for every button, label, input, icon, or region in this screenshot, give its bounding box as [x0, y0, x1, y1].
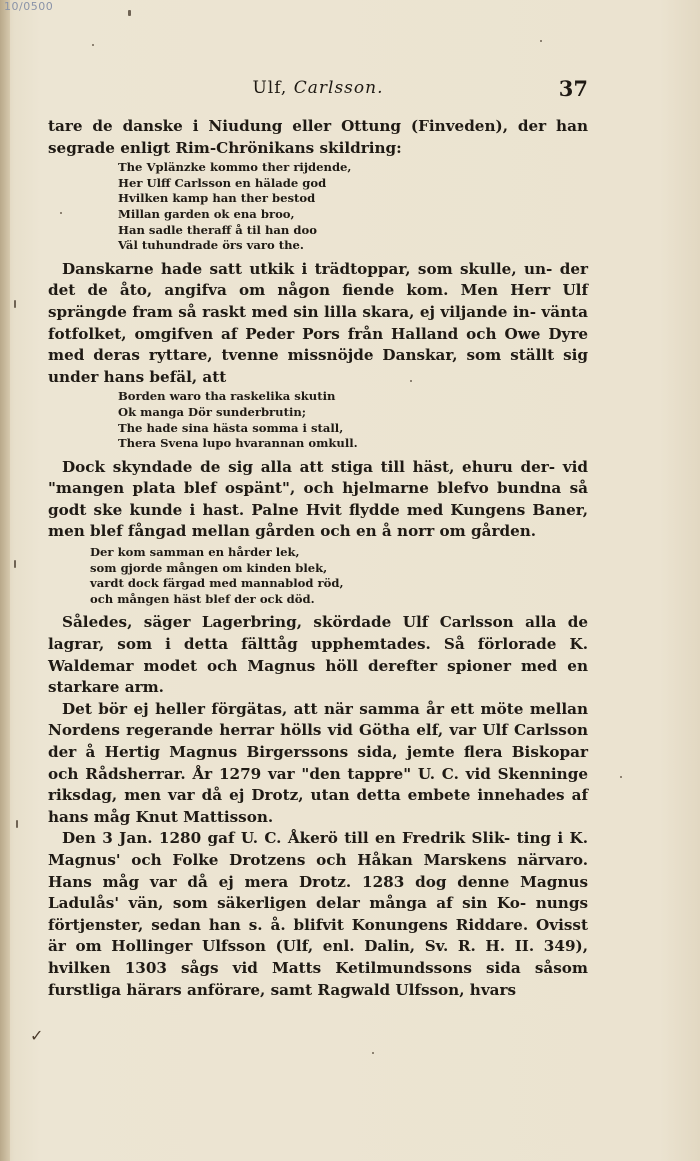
verse-line: Hvilken kamp han ther bestod: [118, 191, 316, 206]
text-line: flera Biskopar och Rådsherrar. År 1279 var "den tappre": [48, 743, 588, 783]
header-title-surname: Carlsson.: [293, 78, 384, 98]
text-line: lagrar, som i detta fälttåg upphemtades. Så förlorade K.: [48, 635, 588, 654]
verse-line: Borden waro tha raskelika skutin: [118, 389, 336, 404]
text-line: starkare arm.: [48, 678, 164, 697]
text-line: Owe Dyre med deras ryttare, tvenne missnöjde Danskar, som: [48, 324, 588, 365]
text-line: Ulf Carlsson der å Hertig Magnus Birgerssons sida, jemte: [48, 721, 588, 761]
text-line: ställt sig under hans befäl, att: [48, 346, 589, 386]
text-line: Baner, men blef fångad mellan gården och en å norr om: [48, 500, 588, 541]
text-line: nungs förtjenster, sedan han s. å. blifvit Konungens Riddare.: [48, 894, 588, 934]
verse-line: Millan garden ok ena broo,: [118, 206, 295, 221]
paragraph-4: [48, 612, 588, 698]
paragraph-5: [48, 699, 588, 829]
text-line: såsom furstliga härars anförare, samt Ragwald Ulfsson, hvars: [48, 958, 588, 999]
paragraph-6: [48, 828, 588, 1001]
text-line: Den 3 Jan. 1280 gaf U. C. Åkerö till en Fredrik Slik-: [62, 829, 517, 848]
running-header: [48, 78, 588, 102]
verse-line: The Vplänzke kommo ther rijdende,: [118, 160, 352, 175]
text-line: ting i K. Magnus' och Folke Drotzens och Håkan Marskens: [48, 829, 589, 869]
library-stamp: 10/0500: [4, 0, 54, 13]
verse-line: Ok manga Dör sunderbrutin;: [118, 404, 307, 419]
text-line: sprängde fram så raskt med sin lilla skara, ej viljande in-: [48, 302, 542, 321]
page-number: 37: [558, 76, 588, 101]
text-line: gården.: [471, 522, 537, 541]
verse-line: som gjorde mången om kinden blek,: [90, 560, 328, 575]
text-line: Således, säger Lagerbring, skördade Ulf Carlsson alla de: [62, 613, 588, 632]
text-line: detta embete innehades af hans måg Knut Mattisson.: [48, 786, 588, 826]
text-line: II. 349), hvilken 1303 sågs vid Matts Ketilmundssons sida: [48, 937, 588, 977]
verse-line: Her Ulff Carlsson en hälade god: [118, 175, 327, 190]
text-line: Det bör ej heller förgätas, att när samma år ett möte: [62, 699, 530, 718]
verse-quote-3: [90, 545, 588, 607]
header-title: [48, 78, 588, 98]
margin-check-mark-icon: ✓: [30, 1026, 44, 1045]
text-line: Waldemar modet och Magnus höll derefter spioner med en: [48, 656, 588, 675]
verse-line: Der kom samman en hårder lek,: [90, 545, 300, 560]
text-line: närvaro. Hans måg var då ej mera Drotz. 1283 dog denne: [48, 850, 588, 891]
text-line: Magnus Ladulås' vän, som säkerligen delar många af sin Ko-: [48, 872, 588, 913]
verse-line: The hade sina hästa somma i stall,: [118, 420, 344, 435]
text-line: Dock skyndade de sig alla att stiga till häst, ehuru der-: [62, 457, 563, 476]
verse-line: vardt dock färgad med mannablod röd,: [90, 576, 344, 591]
text-line: vänta fotfolket, omgifven af Peder Pors från Halland och: [48, 302, 588, 343]
page-body: [48, 116, 588, 1001]
header-title-name: Ulf,: [252, 78, 288, 98]
verse-line: Han sadle theraff å til han doo: [118, 222, 317, 237]
paragraph-3: [48, 457, 588, 543]
text-line: Ovisst är om Hollinger Ulfsson (Ulf, enl. Dalin, Sv. R. H.: [48, 915, 588, 956]
text-line: så godt ske kunde i hast. Palne Hvit flydde med Kungens: [48, 479, 588, 519]
text-line: mellan Nordens regerande herrar hölls vid Götha elf, var: [48, 699, 588, 740]
text-line: segrade enligt Rim-Chrönikans skildring:: [48, 138, 402, 157]
text-line: vid "mangen plata blef ospänt", och hjelmarne blefvo bundna: [48, 457, 588, 498]
paragraph-1: [48, 116, 588, 159]
page-binding-edge: [0, 0, 10, 1161]
verse-quote-1: [118, 160, 588, 254]
text-line: Danskarne hade satt utkik i trädtoppar, som skulle, un-: [62, 259, 560, 278]
text-line: U. C. vid Skenninge riksdag, men var då ej Drotz, utan: [48, 764, 588, 805]
verse-line: Väl tuhundrade örs varo the.: [118, 238, 304, 253]
text-line: der det de åto, angifva om någon fiende kom. Men Herr Ulf: [48, 259, 588, 300]
verse-line: Thera Svena lupo hvarannan omkull.: [118, 436, 358, 451]
verse-quote-2: [118, 389, 588, 451]
paragraph-2: [48, 259, 588, 389]
text-line: tare de danske i Niudung eller Ottung (Finveden), der han: [48, 117, 588, 135]
verse-line: och mången häst blef der ock död.: [90, 591, 315, 606]
